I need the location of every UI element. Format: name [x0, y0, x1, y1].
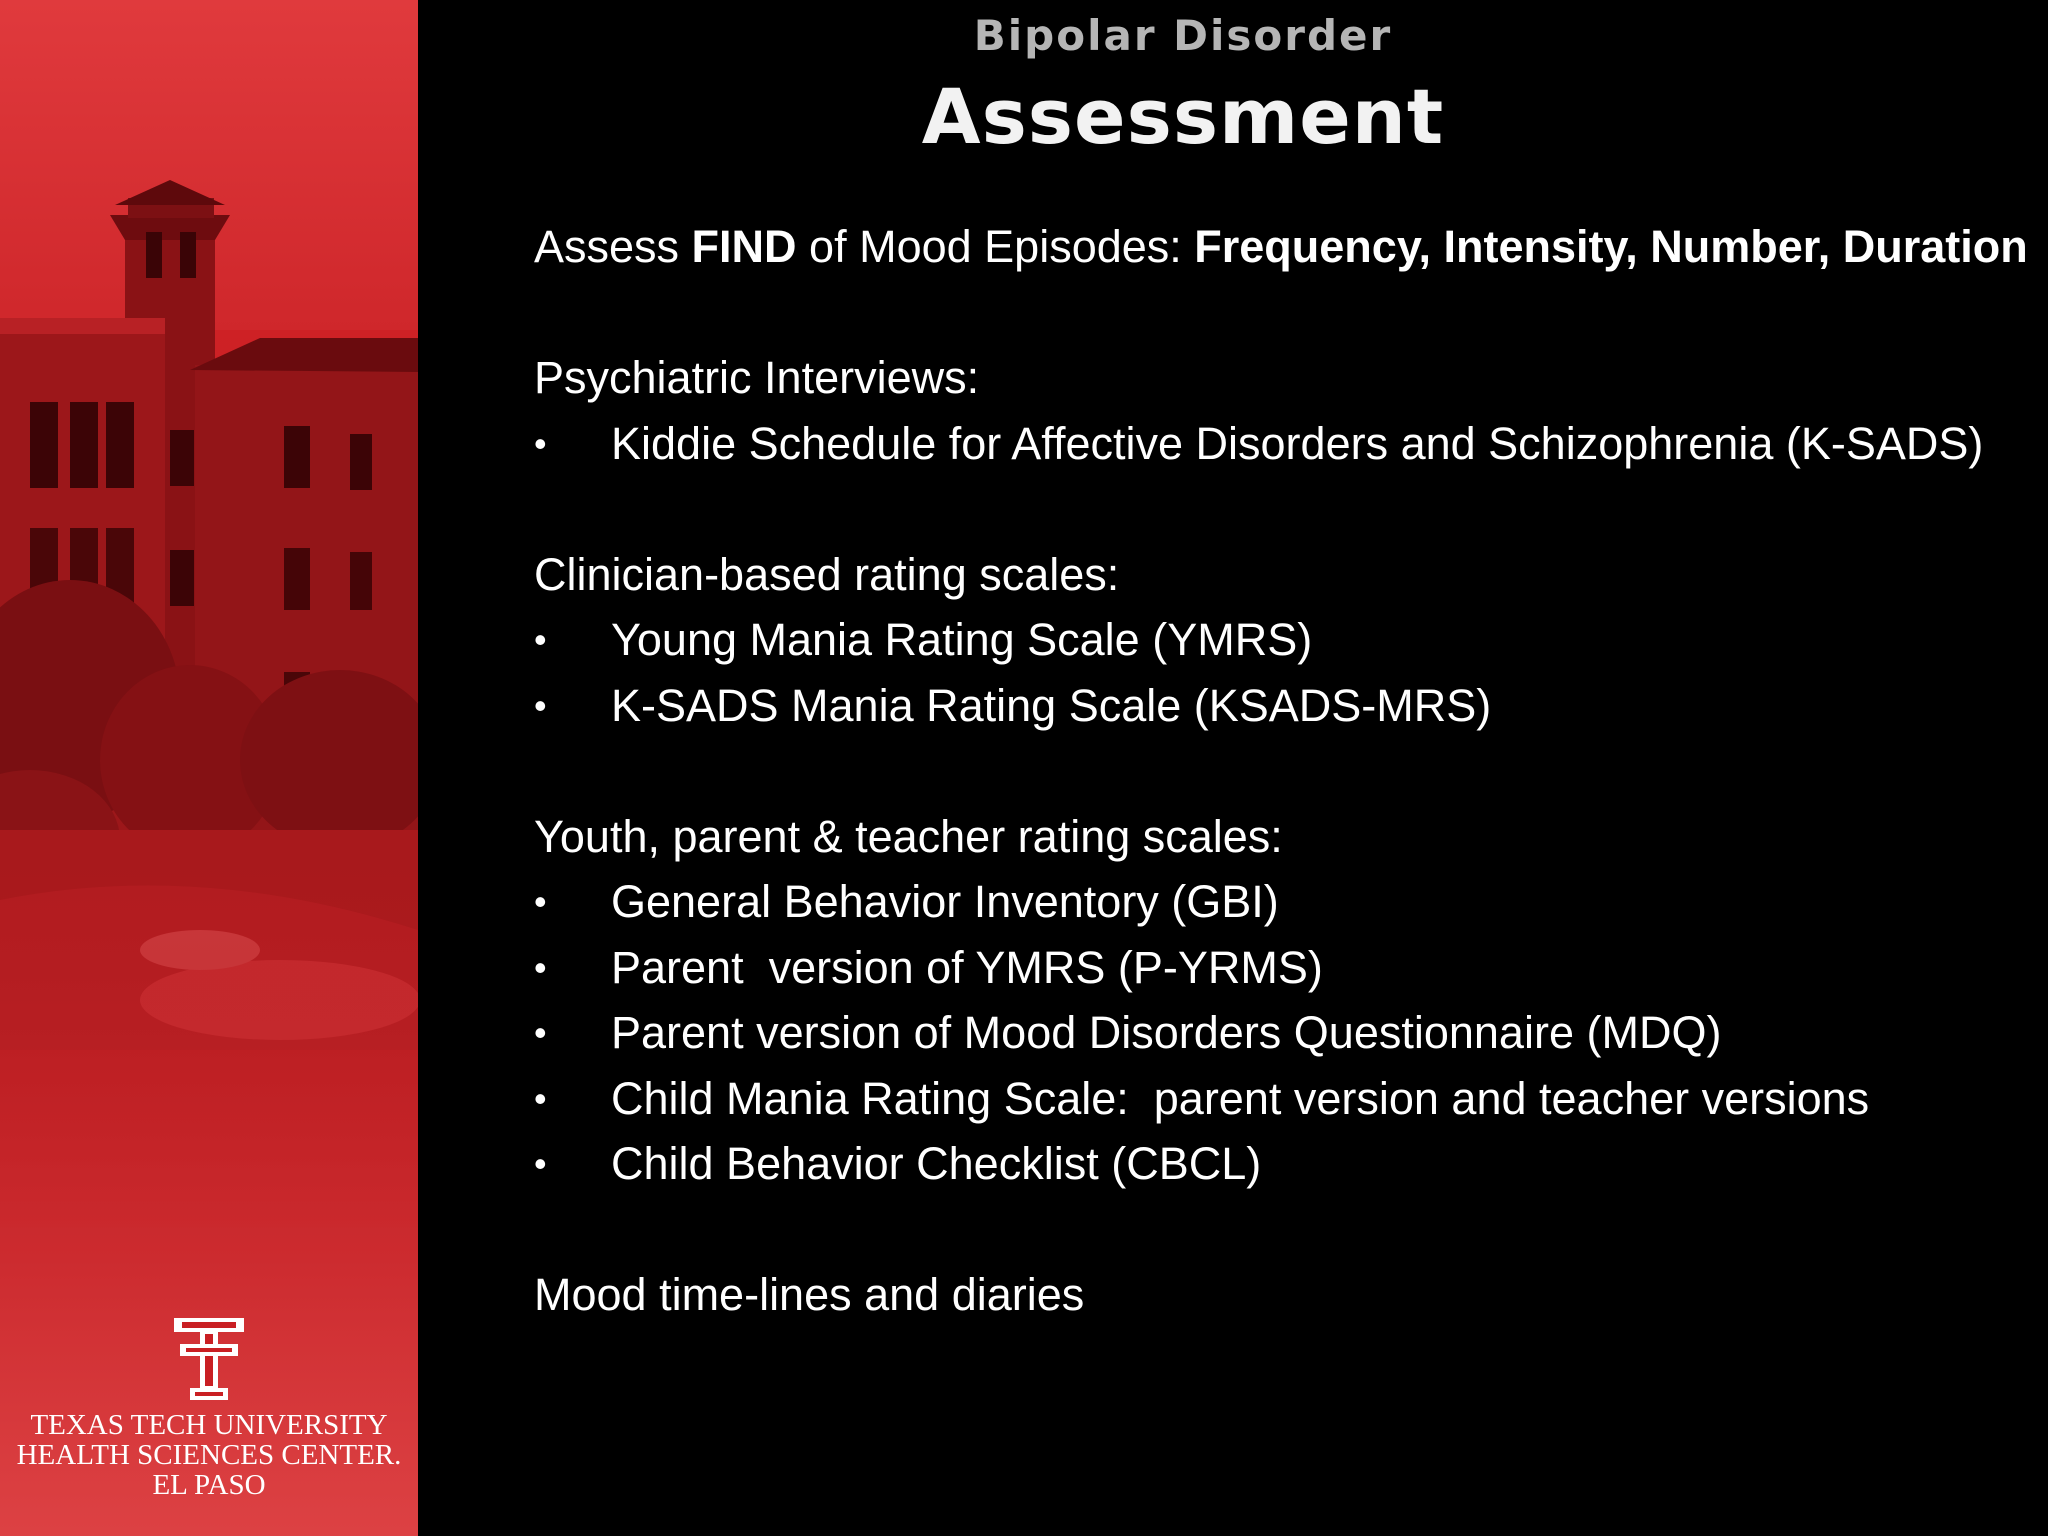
bullet-icon: • — [534, 1143, 547, 1184]
list-item-text: General Behavior Inventory (GBI) — [611, 876, 1279, 927]
bullet-icon: • — [534, 422, 547, 464]
bullet-icon: • — [534, 684, 547, 726]
slide-subtitle: Bipolar Disorder — [973, 11, 1393, 60]
list-item — [534, 869, 2034, 935]
university-logo — [0, 1316, 418, 1500]
list-item — [534, 673, 2034, 739]
list-item-text: K-SADS Mania Rating Scale (KSADS-MRS) — [611, 679, 1492, 731]
section-heading-interviews: Psychiatric Interviews: — [534, 352, 980, 403]
list-item-text: Parent version of Mood Disorders Questionnaire (MDQ) — [611, 1007, 1722, 1058]
find-text-bold-find: FIND — [691, 221, 797, 272]
logo-text-hsc: HEALTH SCIENCES CENTER. — [16, 1439, 402, 1471]
slide-body — [534, 214, 2034, 1328]
list-item — [534, 411, 2034, 477]
slide-content — [418, 0, 2048, 1536]
list-item — [534, 607, 2034, 673]
list-item-text: Kiddie Schedule for Affective Disorders and Schizophrenia (K-SADS) — [611, 417, 1984, 469]
list-item — [534, 935, 2034, 1001]
bullet-icon: • — [534, 881, 547, 922]
list-item-text: Child Behavior Checklist (CBCL) — [611, 1138, 1262, 1189]
section-heading-clinician: Clinician-based rating scales: — [534, 548, 1120, 600]
logo-text-university: TEXAS TECH UNIVERSITY — [30, 1409, 388, 1441]
campus-building-photo — [0, 0, 418, 1536]
slide-title: Assessment — [921, 72, 1445, 161]
list-item-text: Parent version of YMRS (P-YRMS) — [611, 941, 1323, 993]
list-item-text: Young Mania Rating Scale (YMRS) — [611, 614, 1313, 665]
list-item — [534, 1000, 2034, 1066]
bullet-icon: • — [534, 619, 547, 660]
find-text-bold-criteria: Frequency, Intensity, Number, Duration — [1194, 221, 2028, 272]
list-item — [534, 1131, 2034, 1197]
logo-text-campus: EL PASO — [152, 1469, 266, 1501]
bullet-icon: • — [534, 1077, 547, 1119]
list-item — [534, 1066, 2034, 1132]
side-panel — [0, 0, 418, 1536]
list-item-text: Child Mania Rating Scale: parent version and teacher versions — [611, 1072, 1870, 1124]
double-t-icon — [170, 1316, 248, 1402]
bullet-icon: • — [534, 946, 547, 988]
find-line — [534, 214, 2034, 280]
find-text-1: Assess — [534, 221, 692, 272]
closing-line: Mood time-lines and diaries — [534, 1269, 1085, 1320]
bullet-icon: • — [534, 1012, 547, 1053]
section-heading-youth: Youth, parent & teacher rating scales: — [534, 810, 1283, 862]
find-text-2: of Mood Episodes: — [796, 221, 1195, 272]
